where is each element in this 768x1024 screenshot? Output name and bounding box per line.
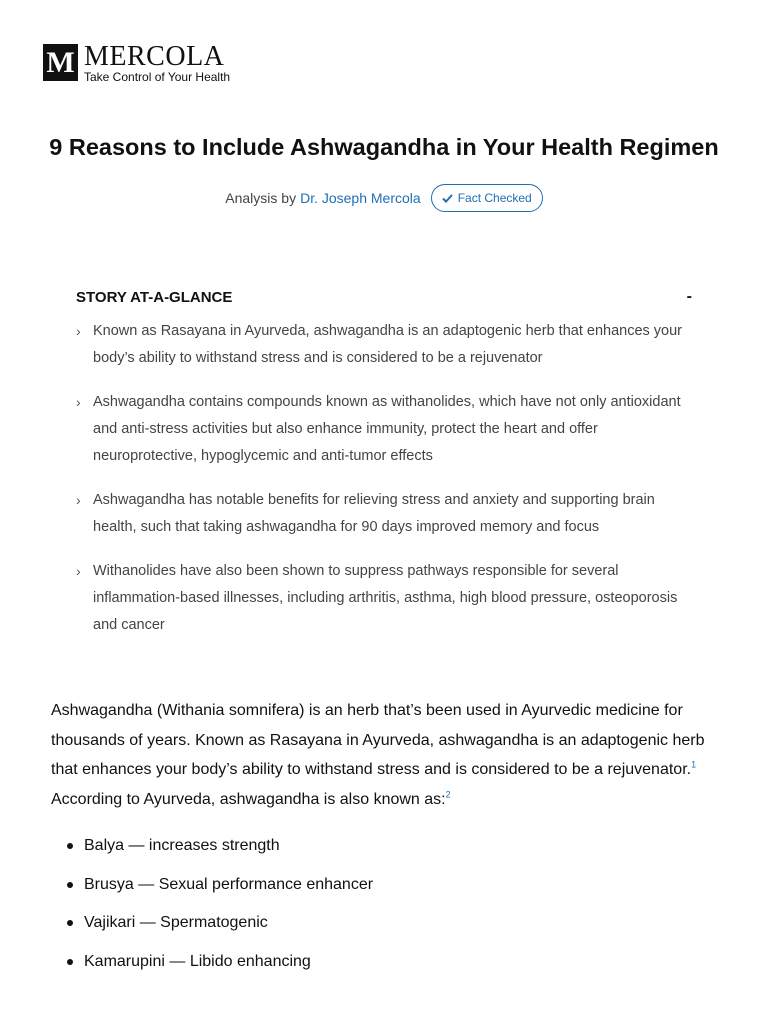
byline (0, 184, 768, 212)
list-item (67, 908, 373, 937)
list-item (67, 947, 373, 976)
intro-text: Ashwagandha (Withania somnifera) is an herb that’s been used in Ayurvedic medicine for thousands of years. Known as Rasayana in Ayurveda, ashwagandha is an adaptogenic herb that enhances your body’s ability to withstand stress and is considered to be a rejuvenator. (51, 702, 705, 778)
bullet-icon (67, 843, 73, 849)
glance-item (76, 318, 696, 372)
glance-item-text: Ashwagandha contains compounds known as withanolides, which have not only antioxidant and anti-stress activities but also enhance immunity, protect the heart and offer neuroprotective, hypoglycemic and anti-tumor effects (93, 394, 681, 464)
benefit-text: Balya — increases strength (84, 837, 280, 854)
chevron-right-icon: › (76, 323, 81, 339)
glance-item-text: Withanolides have also been shown to suppress pathways responsible for several inflammation-based illnesses, including arthritis, asthma, high blood pressure, osteoporosis and cancer (93, 563, 678, 633)
benefit-text: Vajikari — Spermatogenic (84, 914, 268, 931)
list-item (67, 870, 373, 899)
chevron-right-icon: › (76, 563, 81, 579)
footnote-ref-1[interactable]: 1 (691, 759, 697, 770)
benefit-text: Kamarupini — Libido enhancing (84, 952, 311, 970)
benefit-text: Brusya — Sexual performance enhancer (84, 875, 374, 893)
brand-name: MERCOLA (84, 41, 225, 72)
logo-monogram: M (43, 44, 78, 81)
collapse-toggle[interactable]: - (686, 288, 692, 305)
glance-item-text: Known as Rasayana in Ayurveda, ashwagandha is an adaptogenic herb that enhances your body’s ability to withstand stress and is considered to be a rejuvenator (93, 323, 683, 366)
intro-text-continued: According to Ayurveda, ashwagandha is also known as: (51, 790, 446, 808)
footnote-ref-2[interactable]: 2 (445, 789, 451, 800)
logo-wordmark (84, 41, 231, 84)
glance-item (76, 487, 696, 541)
bullet-icon (67, 959, 73, 965)
mercola-logo[interactable] (43, 41, 231, 84)
glance-item (76, 558, 696, 639)
author-link[interactable]: Dr. Joseph Mercola (300, 190, 421, 206)
bullet-icon (67, 882, 73, 888)
checkmark-icon (442, 194, 453, 203)
glance-header (76, 288, 696, 306)
intro-paragraph (51, 696, 726, 814)
list-item (67, 831, 373, 860)
fact-checked-badge[interactable] (431, 184, 543, 212)
brand-tagline: Take Control of Your Health (84, 70, 231, 84)
glance-list (76, 318, 696, 639)
fact-checked-label: Fact Checked (457, 191, 532, 205)
story-at-a-glance (76, 288, 696, 656)
glance-item-text: Ashwagandha has notable benefits for relieving stress and anxiety and supporting brain health, such that taking ashwagandha for 90 days improved memory and focus (93, 492, 655, 535)
article-title: 9 Reasons to Include Ashwagandha in Your Health Regimen (49, 134, 719, 160)
chevron-right-icon: › (76, 394, 81, 410)
glance-item (76, 389, 696, 470)
chevron-right-icon: › (76, 492, 81, 508)
bullet-icon (67, 920, 73, 926)
glance-title: STORY AT-A-GLANCE (76, 288, 233, 306)
byline-prefix: Analysis by (225, 190, 297, 206)
benefits-list (67, 831, 373, 985)
